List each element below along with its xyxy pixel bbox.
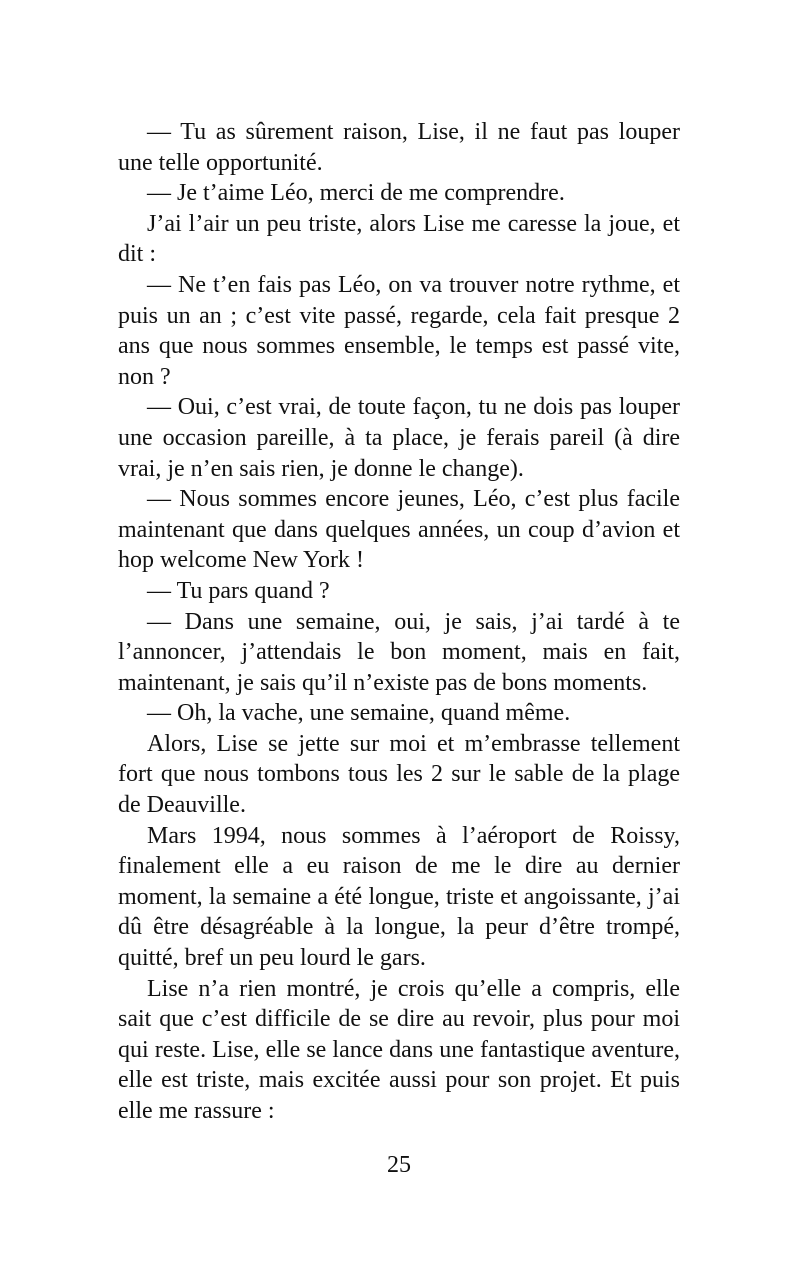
body-text <box>118 117 680 1127</box>
paragraph: — Tu as sûrement raison, Lise, il ne faut pas louper une telle opportunité. <box>118 119 680 176</box>
paragraph: Lise n’a rien montré, je crois qu’elle a compris, elle sait que c’est difficile de se dire au revoir, plus pour moi qui reste. Lise, elle se lance dans une fantastique aventure, elle est triste, mais excitée aussi pour son projet. Et puis elle me rassure : <box>118 975 680 1124</box>
paragraph: — Dans une semaine, oui, je sais, j’ai tardé à te l’annoncer, j’attendais le bon moment, mais en fait, maintenant, je sais qu’il n’existe pas de bons moments. <box>118 608 680 696</box>
paragraph: — Je t’aime Léo, merci de me comprendre. <box>147 180 565 207</box>
paragraph: — Ne t’en fais pas Léo, on va trouver notre rythme, et puis un an ; c’est vite passé, regarde, cela fait presque 2 ans que nous sommes ensemble, le temps est passé vite, non ? <box>118 271 680 390</box>
page-number: 25 <box>387 1152 411 1178</box>
paragraph: Alors, Lise se jette sur moi et m’embrasse tellement fort que nous tombons tous les 2 sur le sable de la plage de Deauville. <box>118 730 680 819</box>
paragraph: — Oui, c’est vrai, de toute façon, tu ne dois pas louper une occasion pareille, à ta place, je ferais pareil (à dire vrai, je n’en sais rien, je donne le change). <box>118 394 680 482</box>
paragraph: — Nous sommes encore jeunes, Léo, c’est plus facile maintenant que dans quelques années, un coup d’avion et hop welcome New York ! <box>118 486 680 574</box>
paragraph: Mars 1994, nous sommes à l’aéroport de Roissy, finalement elle a eu raison de me le dire au dernier moment, la semaine a été longue, triste et angoissante, j’ai dû être désagréable à la longue, la peur d’être trompé, quitté, bref un peu lourd le gars. <box>118 822 680 972</box>
paragraph: — Tu pars quand ? <box>147 577 330 604</box>
paragraph: J’ai l’air un peu triste, alors Lise me caresse la joue, et dit : <box>118 210 680 268</box>
paragraph: — Oh, la vache, une semaine, quand même. <box>147 700 571 727</box>
